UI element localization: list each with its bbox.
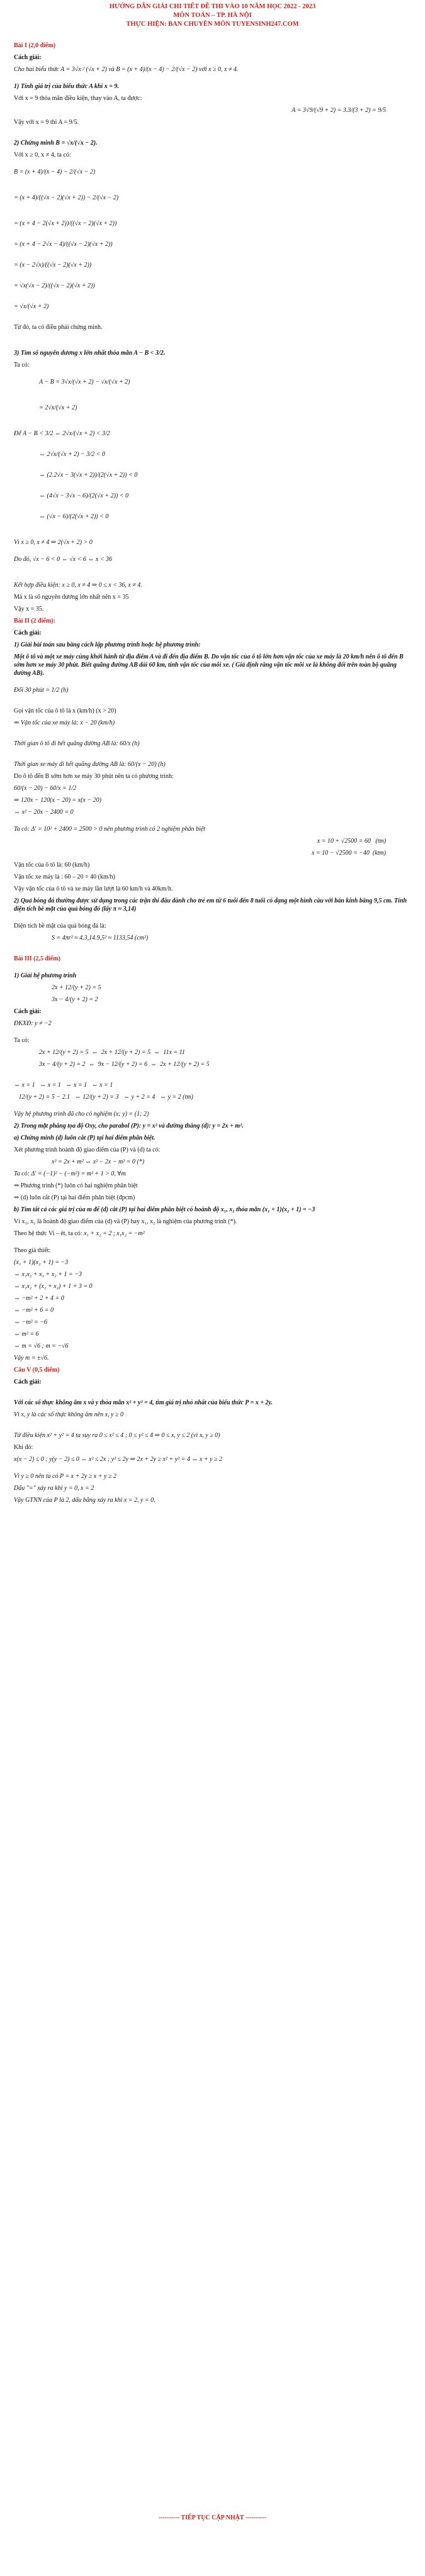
bai2-equation: ⇒ 120x − 120(x − 20) = x(x − 20) xyxy=(14,797,101,804)
bai3-part2b-since: Vì x₁, x₂ là hoành độ giao điểm của (d) và (P) hay x₁, x₂ là nghiệm của phương trình (*). xyxy=(14,1218,237,1225)
bai2-root: x = 10 + √2500 = 60 (tm) xyxy=(317,838,386,845)
bai2-step: ⇒ Vận tốc của xe máy là: x − 20 (km/h) xyxy=(14,719,115,726)
bai1-part2-step: = √x(√x − 2)/((√x − 2)(√x + 2)) xyxy=(14,282,95,289)
bai3-part2a-conclusion: ⇒ (d) luôn cắt (P) tại hai điểm phân biệt (đpcm) xyxy=(14,1194,135,1201)
bai3-condition: ĐKXĐ: y ≠ −2 xyxy=(14,1020,52,1027)
bai1-part2-step: = (x + 4)/((√x − 2)(√x + 2)) − 2/(√x − 2) xyxy=(14,194,119,201)
bai1-part3-ineq: ⇔ 2√x/(√x + 2) − 3/2 < 0 xyxy=(39,451,105,458)
bai1-part2-step: = (x + 4 − 2(√x + 2))/((√x − 2)(√x + 2)) xyxy=(14,220,117,227)
bai1-part3-combine: Kết hợp điều kiện: x ≥ 0, x ≠ 4 ⇒ 0 ≤ x < 36, x ≠ 4. xyxy=(14,582,142,589)
bai1-given: Cho hai biểu thức A = 3√x / (√x + 2) và B = (x + 4)/(x − 4) − 2/(√x − 2) với x ≥ 0, x ≠ 4. xyxy=(14,66,239,73)
bai3-part2a-conclusion: ⇒ Phương trình (*) luôn có hai nghiệm phân biệt xyxy=(14,1182,138,1189)
bai2-equation: 60/(x − 20) − 60/x = 1/2 xyxy=(14,785,77,792)
bai1-part1-text: Với x = 9 thỏa mãn điều kiện, thay vào A, ta được: xyxy=(14,95,142,102)
bai2-equation: ⇔ x² − 20x − 2400 = 0 xyxy=(14,809,74,816)
bai3-part2b-answer: Vậy m = ±√6. xyxy=(14,1355,49,1362)
document-body xyxy=(0,29,425,1504)
bai3-system-line: 2x + 12/(y + 2) = 5 xyxy=(52,984,101,991)
bai1-part2-title: 2) Chứng minh B = √x/(√x − 2). xyxy=(14,140,98,147)
bai3-part2b-step: ⇔ −m² = −6 xyxy=(14,1319,47,1326)
bai2-part1-title: 1) Giải bài toán sau bằng cách lập phương trình hoặc hệ phương trình: xyxy=(14,641,201,648)
bai5-problem: Với các số thực không âm x và y thỏa mãn x² + y² = 4, tìm giá trị nhỏ nhất của biểu thức P = x + 2y. xyxy=(14,1399,273,1406)
bai2-title: Bài II (2 điểm): xyxy=(14,618,55,625)
bai1-part3-answer: Vậy x = 35. xyxy=(14,606,44,613)
header-title: HƯỚNG DẪN GIẢI CHI TIẾT ĐỀ THI VÀO 10 NĂM HỌC 2022 - 2023 xyxy=(109,3,316,10)
bai3-part2a-eq: x² = 2x + m² ⇔ x² − 2x − m² = 0 (*) xyxy=(52,1158,145,1165)
bai1-part2-step: = √x/(√x + 2) xyxy=(14,303,49,310)
bai3-part2b-given: Theo giả thiết: xyxy=(14,1247,51,1254)
bai2-bike-speed: Vận tốc xe máy là : 60 – 20 = 40 (km/h) xyxy=(14,874,115,880)
bai1-part2-step: = (x + 4 − 2√x − 4)/((√x − 2)(√x + 2)) xyxy=(14,241,113,248)
bai3-part1-title: 1) Giải hệ phương trình xyxy=(14,972,77,979)
bai3-part2b-viet: Theo hệ thức Vi – ét, ta có: x₁ + x₂ = 2 ; x₁x₂ = −m² xyxy=(14,1230,145,1237)
bai1-part2-conclusion: Từ đó, ta có điều phải chứng minh. xyxy=(14,324,103,331)
bai2-problem: Một ô tô và một xe máy cùng khởi hành từ địa điểm A và đi đến địa điểm B. Do vận tốc của ô tô lớn hơn vận tốc của xe máy là 20 km/h nên ô tô đến B sớm hơn xe máy 30 phút. Biết quãng đường AB dài 60 km, tính vận tốc của mỗi xe. ( Giả định rằng vận tốc mỗi xe là không đổi trên toàn bộ quãng đường AB). xyxy=(14,653,404,677)
bai3-part2b-step: ⇔ −m² + 6 = 0 xyxy=(14,1307,54,1314)
bai1-part3-step: = 2√x/(√x + 2) xyxy=(39,404,77,411)
document-header xyxy=(0,0,425,29)
bai1-part3-therefore: Do đó, √x − 6 < 0 ⇔ √x < 6 ⇔ x < 36 xyxy=(14,556,113,563)
bai3-system-line: 3x − 4/(y + 2) = 2 xyxy=(52,996,98,1003)
bai5-bound: Vì y ≥ 0 nên ta có P = x + 2y ≥ x + y ≥ 2 xyxy=(14,1473,116,1480)
bai3-part2b-title: b) Tìm tất cả các giá trị của m để (d) cắt (P) tại hai điểm phân biệt có hoành độ x₁, x₂ thỏa mãn (x₁ + 1)(x₂ + 1) = −3 xyxy=(14,1206,315,1213)
bai5-then: Khi đó: xyxy=(14,1444,33,1451)
bai2-root: x = 10 − √2500 = −40 (ktm) xyxy=(311,850,386,857)
bai3-part2b-step: ⇔ x₁x₂ + (x₁ + x₂) + 1 + 3 = 0 xyxy=(14,1283,93,1290)
bai3-part2b-step: (x₁ + 1)(x₂ + 1) = −3 xyxy=(14,1259,69,1266)
bai3-system-step: ⇔ x = 1 ⇔ x = 1 ⇔ x = 1 ⇔ x = 1 xyxy=(14,1082,113,1089)
bai1-part2-step: = (x − 2√x)/((√x − 2)(√x + 2)) xyxy=(14,262,92,269)
bai2-step: Đổi 30 phút = 1/2 (h) xyxy=(14,687,69,694)
bai3-method: Cách giải: xyxy=(14,1008,42,1015)
bai1-part1-result: Vậy với x = 9 thì A = 9/5. xyxy=(14,119,79,126)
bai1-part3-condition: Để A − B < 3/2 ⇔ 2√x/(√x + 2) < 3/2 xyxy=(14,430,110,437)
bai2-part2-title: 2) Quả bóng đá thường được sử dụng trong các trận thi đấu dành cho trẻ em từ 6 tuổi đến 8 tuổi có dạng một hình cầu với bán kính bằng 9,5 cm. Tính diện tích bề mặt của quả bóng đó (lấy π ≈ 3,14) xyxy=(14,897,407,913)
bai1-part2-step: B = (x + 4)/(x − 4) − 2/(√x − 2) xyxy=(14,169,96,175)
bai2-part2-text: Diện tích bề mặt của quả bóng đá là: xyxy=(14,923,106,930)
bai3-title: Bài III (2,5 điểm) xyxy=(14,955,60,962)
bai1-part2-cond: Với x ≥ 0, x ≠ 4, ta có: xyxy=(14,152,71,158)
bai3-part2b-step: ⇔ m² = 6 xyxy=(14,1331,39,1338)
bai1-part3-since: Vì x ≥ 0, x ≠ 4 ⇒ 2(√x + 2) > 0 xyxy=(14,539,93,546)
bai3-part2a-delta: Ta có: Δ' = (−1)² − (−m²) = m² + 1 > 0, ∀m xyxy=(14,1170,126,1177)
bai2-answer: Vậy vận tốc của ô tô và xe máy lần lượt là 60 km/h và 40km/h. xyxy=(14,886,173,892)
bai3-ta-co: Ta có: xyxy=(14,1037,30,1044)
header-subject: MÔN TOÁN – TP. HÀ NỘI xyxy=(173,12,252,19)
bai1-part3-title: 3) Tìm số nguyên dương x lớn nhất thỏa mãn A − B < 3/2. xyxy=(14,350,166,357)
bai5-system: x(x − 2) ≤ 0 ; y(y − 2) ≤ 0 ⇔ x² ≤ 2x ; y² ≤ 2y ⇒ 2x + 2y ≥ x² + y² = 4 ⇔ x + y ≥ 2 xyxy=(14,1456,222,1463)
bai1-part3-max: Mà x là số nguyên dương lớn nhất nên x = 35 xyxy=(14,594,129,601)
bai3-part2b-step: ⇔ x₁x₂ + x₁ + x₂ + 1 = −3 xyxy=(14,1271,82,1278)
bai2-delta: Ta có: Δ' = 10² + 2400 = 2500 > 0 nên phương trình có 2 nghiệm phân biệt xyxy=(14,826,205,833)
bai3-part2a-text: Xét phương trình hoành độ giao điểm của (P) và (d) ta có: xyxy=(14,1146,161,1153)
bai2-car-speed: Vận tốc của ô tô là: 60 (km/h) xyxy=(14,862,90,869)
bai2-step: Do ô tô đến B sớm hơn xe máy 30 phút nên ta có phương trình: xyxy=(14,773,174,780)
bai2-method: Cách giải: xyxy=(14,630,42,636)
bai1-part3-text: Ta có: xyxy=(14,362,30,369)
bai3-part2b-step: ⇔ −m² + 2 + 4 = 0 xyxy=(14,1295,64,1302)
bai5-method: Cách giải: xyxy=(14,1379,42,1385)
bai5-equality: Dấu "=" xảy ra khi y = 0, x = 2 xyxy=(14,1485,94,1492)
bai3-system-step: 2x + 12/(y + 2) = 5 ⇔ 2x + 12/(y + 2) = 5 ⇔ 11x = 11 xyxy=(39,1049,185,1056)
bai1-method: Cách giải: xyxy=(14,54,42,61)
bai3-system-step: 12/(y + 2) = 5 − 2.1 ⇔ 12/(y + 2) = 3 ⇔ y + 2 = 4 ⇔ y = 2 (tm) xyxy=(18,1094,193,1101)
bai1-part3-ineq: ⇔ (√x − 6)/(2(√x + 2)) < 0 xyxy=(39,513,109,520)
bai1-part1-title: 1) Tính giá trị của biểu thức A khi x = 9. xyxy=(14,83,119,90)
bai2-step: Thời gian ô tô đi hết quãng đường AB là: 60/x (h) xyxy=(14,740,140,747)
bai5-since: Vì x, y là các số thực không âm nên x, y ≥ 0 xyxy=(14,1411,123,1418)
bai3-part2b-step: ⇔ m = √6 ; m = −√6 xyxy=(14,1343,69,1350)
bai2-step: Gọi vận tốc của ô tô là x (km/h) (x > 20) xyxy=(14,708,116,714)
bai3-system-step: 3x − 4/(y + 2) = 2 ⇔ 9x − 12/(y + 2) = 6 ⇔ 2x + 12/(y + 2) = 5 xyxy=(39,1061,210,1068)
bai1-part3-ineq: ⇔ (2.2√x − 3(√x + 2))/(2(√x + 2)) < 0 xyxy=(39,472,138,479)
bai2-part2-calc: S = 4πr² ≈ 4.3,14.9,5² ≈ 1133,54 (cm²) xyxy=(52,935,149,941)
bai5-answer: Vậy GTNN của P là 2, dấu bằng xảy ra khi x = 2, y = 0. xyxy=(14,1497,156,1504)
bai1-part3-step: A − B = 3√x/(√x + 2) − √x/(√x + 2) xyxy=(39,379,130,386)
bai1-part1-calc: A = 3√9/(√9 + 2) = 3.3/(3 + 2) = 9/5 xyxy=(292,107,386,114)
bai5-range: Từ điều kiện x² + y² = 4 ta suy ra 0 ≤ x² ≤ 4 ; 0 ≤ y² ≤ 4 ⇒ 0 ≤ x, y ≤ 2 (vì x, y ≥ 0) xyxy=(14,1432,220,1439)
bai1-part3-ineq: ⇔ (4√x − 3√x − 6)/(2(√x + 2)) < 0 xyxy=(39,492,129,499)
header-author: THỰC HIỆN: BAN CHUYÊN MÔN TUYENSINH247.COM xyxy=(126,21,299,28)
document-footer: ---------- TIẾP TỤC CẬP NHẬT ---------- xyxy=(158,2514,267,2521)
bai2-step: Thời gian xe máy đi hết quãng đường AB là: 60/(x − 20) (h) xyxy=(14,761,166,768)
bai3-part2a-title: a) Chứng minh (d) luôn cắt (P) tại hai điểm phân biệt. xyxy=(14,1135,156,1141)
bai3-system-answer: Vậy hệ phương trình đã cho có nghiệm (x; y) = (1; 2) xyxy=(14,1111,149,1118)
bai1-title: Bài I (2,0 điểm) xyxy=(14,42,56,49)
bai5-title: Câu V (0,5 điểm) xyxy=(14,1367,60,1374)
bai3-part2-title: 2) Trong mặt phẳng tọa độ Oxy, cho parabol (P): y = x² và đường thẳng (d): y = 2x + m². xyxy=(14,1123,244,1130)
